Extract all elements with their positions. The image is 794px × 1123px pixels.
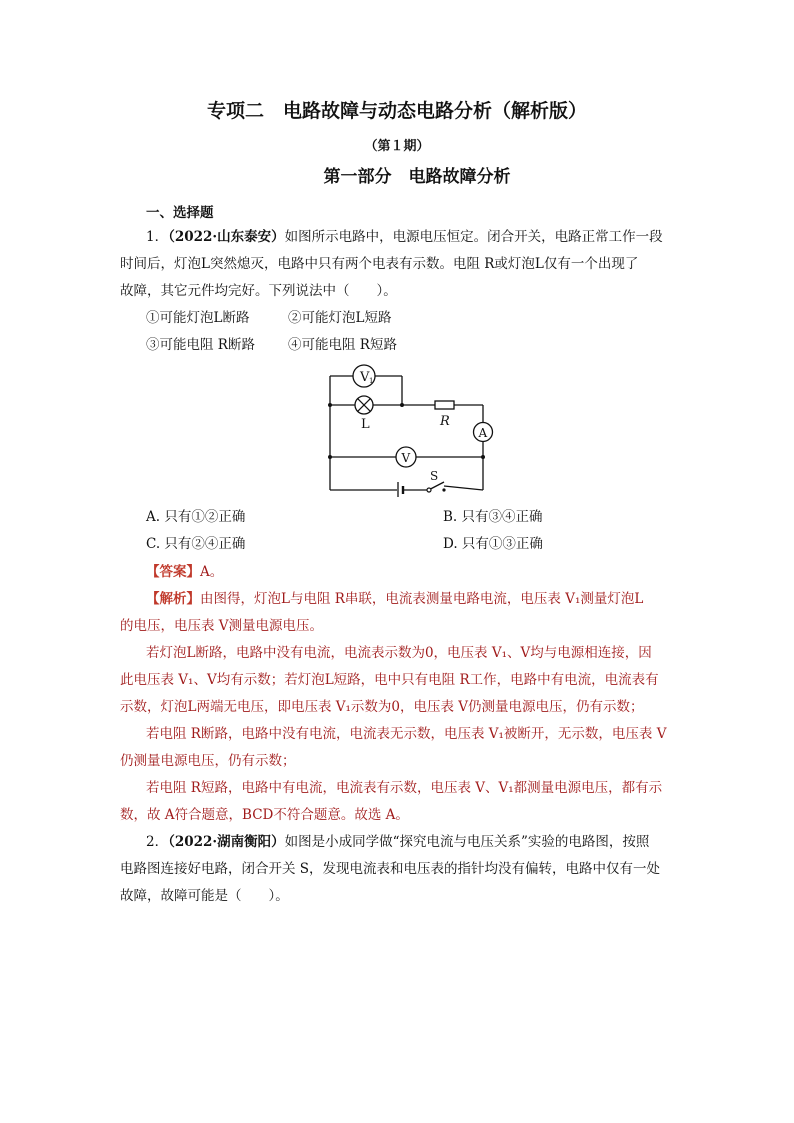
resistor-label: R	[440, 414, 450, 429]
q1-first-line	[146, 228, 663, 246]
q2-stem-2: 电路图连接好电路，闭合开关 S，发现电流表和电压表的指针均没有偏转，电路中仅有一处	[120, 861, 661, 877]
circuit-diagram	[320, 362, 500, 497]
battery-icon	[398, 482, 403, 497]
voltmeter-v-icon	[396, 447, 416, 467]
answer-label: 【答案】	[146, 564, 200, 580]
section-heading: 一、选择题	[146, 205, 214, 221]
issue-label: （第１期）	[364, 139, 430, 154]
analysis-text: 仍测量电源电压，仍有示数；	[120, 753, 296, 769]
switch-icon	[427, 482, 446, 492]
part-heading: 第一部分 电路故障分析	[323, 167, 511, 187]
answer-value: A。	[200, 564, 224, 580]
q1-stem-3: 故障，其它元件均完好。下列说法中（ ）。	[120, 283, 397, 299]
analysis-text: 若灯泡L断路，电路中没有电流，电流表示数为0，电压表 V₁、V均与电源相连接，因	[146, 645, 652, 661]
analysis-text: 此电压表 V₁、V均有示数；若灯泡L短路，电中只有电阻 R工作，电路中有电流，电流表有	[120, 672, 659, 688]
q1-source: （2022·山东泰安）	[168, 229, 285, 245]
svg-text:1: 1	[369, 377, 374, 385]
q1-option-a: A. 只有①②正确	[146, 509, 246, 525]
lamp-icon	[355, 396, 373, 414]
q1-option-d: D. 只有①③正确	[443, 536, 543, 552]
q2-stem-1: 如图是小成同学做“探究电流与电压关系”实验的电路图，按照	[284, 834, 650, 850]
q1-stem-2: 时间后，灯泡L突然熄灭，电路中只有两个电表有示数。电阻 R或灯泡L仅有一个出现了	[120, 256, 639, 272]
junction-dot	[328, 403, 332, 407]
svg-text:V: V	[401, 451, 411, 465]
q1-option-b: B. 只有③④正确	[443, 509, 543, 525]
q2-stem-3: 故障，故障可能是（ ）。	[120, 888, 289, 904]
svg-text:A: A	[478, 426, 488, 440]
analysis-text: 数，故 A符合题意，BCD不符合题意。故选 A。	[120, 807, 409, 823]
analysis-label: 【解析】	[146, 591, 200, 607]
q1-answer	[146, 563, 223, 581]
q1-statement-2: ②可能灯泡L短路	[288, 310, 392, 326]
analysis-text: 示数，灯泡L两端无电压，即电压表 V₁示数为0，电压表 V仍测量电源电压，仍有示数；	[120, 699, 644, 715]
analysis-text: 若电阻 R短路，电路中有电流，电流表有示数，电压表 V、V₁都测量电源电压，都有示	[146, 780, 663, 796]
q1-option-c: C. 只有②④正确	[146, 536, 246, 552]
q1-analysis-line	[146, 590, 643, 608]
junction-dot	[481, 455, 485, 459]
q2-source: （2022·湖南衡阳）	[168, 834, 285, 850]
q1-statement-3: ③可能电阻 R断路	[146, 337, 255, 353]
analysis-text: 的电压，电压表 V测量电源电压。	[120, 618, 324, 634]
page-title: 专项二 电路故障与动态电路分析（解析版）	[206, 100, 587, 122]
analysis-text: 由图得，灯泡L与电阻 R串联，电流表测量电路电流，电压表 V₁测量灯泡L	[200, 591, 644, 607]
q2-first-line	[146, 833, 649, 851]
svg-text:V: V	[360, 370, 370, 385]
voltmeter-v1-icon	[353, 365, 375, 387]
ammeter-icon	[474, 423, 493, 442]
q1-number: 1．	[146, 229, 169, 245]
q1-stem-1: 如图所示电路中，电源电压恒定。闭合开关，电路正常工作一段	[284, 229, 663, 245]
q2-number: 2．	[146, 834, 169, 850]
lamp-label: L	[361, 417, 370, 432]
analysis-text: 若电阻 R断路，电路中没有电流，电流表无示数，电压表 V₁被断开，无示数，电压表 V	[146, 726, 667, 742]
junction-dot	[328, 455, 332, 459]
q1-statement-1: ①可能灯泡L断路	[146, 310, 250, 326]
junction-dot	[400, 403, 404, 407]
q1-statement-4: ④可能电阻 R短路	[288, 337, 397, 353]
resistor-icon	[435, 401, 454, 409]
switch-label: S	[430, 469, 439, 483]
